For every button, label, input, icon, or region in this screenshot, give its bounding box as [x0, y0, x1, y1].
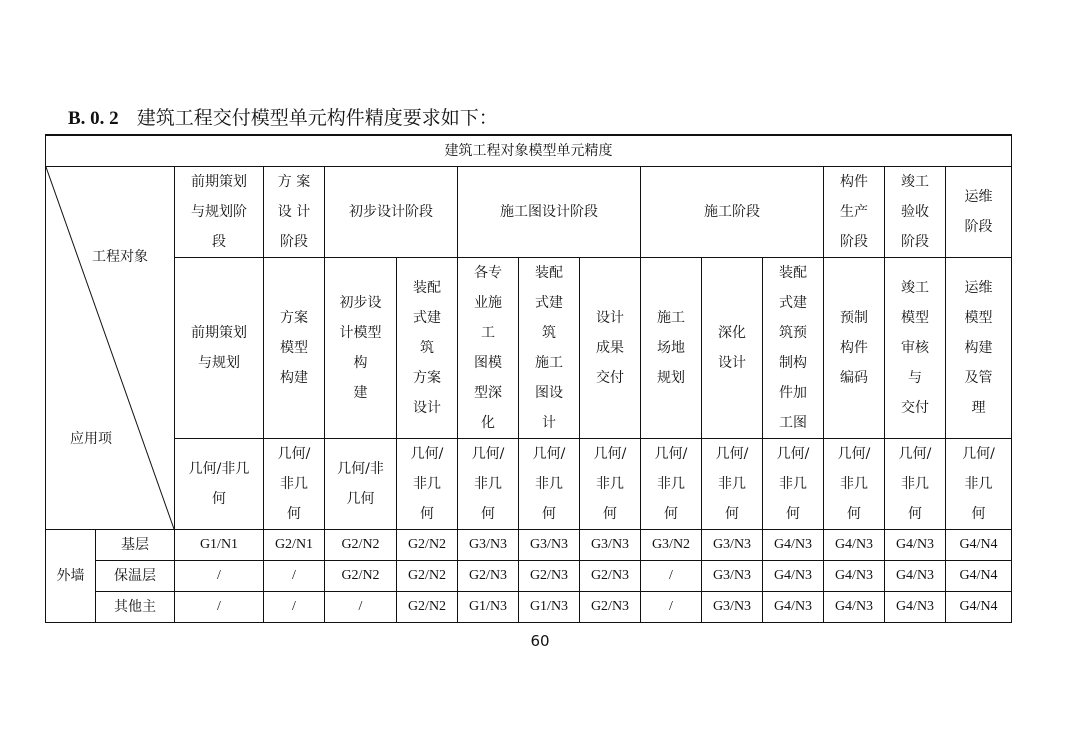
- phase-cell: 竣工 验收 阶段: [885, 167, 946, 258]
- application-item-cell: 装配 式建 筑预 制构 件加 工图: [763, 258, 824, 439]
- precision-value: G3/N3: [458, 530, 519, 561]
- component-name: 基层: [96, 530, 175, 561]
- application-item-cell: 方案 模型 构建: [264, 258, 325, 439]
- precision-value: G2/N2: [397, 592, 458, 623]
- section-number: B. 0. 2: [68, 108, 119, 129]
- info-type-cell: 几何/ 非几 何: [397, 439, 458, 530]
- precision-value: /: [175, 592, 264, 623]
- application-item-cell: 运维 模型 构建 及管 理: [946, 258, 1012, 439]
- precision-value: G2/N2: [325, 530, 397, 561]
- phase-cell: 施工阶段: [641, 167, 824, 258]
- precision-value: G3/N3: [702, 592, 763, 623]
- precision-value: G2/N2: [397, 530, 458, 561]
- precision-value: G3/N2: [641, 530, 702, 561]
- application-item-cell: 各专 业施 工 图模 型深 化: [458, 258, 519, 439]
- application-item-cell: 装配 式建 筑 施工 图设 计: [519, 258, 580, 439]
- section-title: 建筑工程交付模型单元构件精度要求如下：: [136, 107, 498, 129]
- precision-value: G4/N3: [885, 592, 946, 623]
- precision-value: G4/N3: [824, 561, 885, 592]
- info-type-cell: 几何/ 非几 何: [702, 439, 763, 530]
- phase-cell: 施工图设计阶段: [458, 167, 641, 258]
- precision-value: /: [641, 592, 702, 623]
- precision-value: G3/N3: [702, 530, 763, 561]
- section-heading: [68, 105, 498, 131]
- precision-value: /: [175, 561, 264, 592]
- corner-label-object: 工程对象: [92, 249, 148, 265]
- precision-value: G1/N3: [458, 592, 519, 623]
- precision-value: /: [264, 592, 325, 623]
- component-name: 保温层: [96, 561, 175, 592]
- phase-cell: 运维 阶段: [946, 167, 1012, 258]
- phase-cell: 前期策划 与规划阶 段: [175, 167, 264, 258]
- precision-value: /: [641, 561, 702, 592]
- precision-value: G4/N4: [946, 561, 1012, 592]
- precision-value: G4/N3: [824, 530, 885, 561]
- corner-label-application: 应用项: [70, 431, 112, 447]
- precision-value: /: [264, 561, 325, 592]
- group-label: 外墙: [46, 530, 96, 623]
- component-name: 其他主: [96, 592, 175, 623]
- phase-cell: 方 案 设 计 阶段: [264, 167, 325, 258]
- info-type-cell: 几何/ 非几 何: [641, 439, 702, 530]
- precision-value: G1/N3: [519, 592, 580, 623]
- info-type-cell: 几何/ 非几 何: [763, 439, 824, 530]
- info-type-cell: 几何/ 非几 何: [946, 439, 1012, 530]
- precision-value: G2/N3: [580, 592, 641, 623]
- info-type-cell: 几何/非 几何: [325, 439, 397, 530]
- application-item-cell: 施工 场地 规划: [641, 258, 702, 439]
- application-item-cell: 前期策划 与规划: [175, 258, 264, 439]
- info-type-cell: 几何/ 非几 何: [264, 439, 325, 530]
- application-item-cell: 预制 构件 编码: [824, 258, 885, 439]
- table-row: [46, 592, 1012, 623]
- precision-value: G1/N1: [175, 530, 264, 561]
- page-number: 60: [530, 632, 550, 650]
- precision-value: G2/N3: [580, 561, 641, 592]
- info-type-cell: 几何/ 非几 何: [519, 439, 580, 530]
- precision-value: /: [325, 592, 397, 623]
- precision-value: G2/N1: [264, 530, 325, 561]
- corner-header: [46, 167, 175, 530]
- application-item-cell: 深化 设计: [702, 258, 763, 439]
- precision-value: G3/N3: [580, 530, 641, 561]
- precision-value: G4/N3: [885, 561, 946, 592]
- precision-value: G4/N3: [763, 530, 824, 561]
- info-type-cell: 几何/非几 何: [175, 439, 264, 530]
- application-item-cell: 装配 式建 筑 方案 设计: [397, 258, 458, 439]
- info-type-cell: 几何/ 非几 何: [885, 439, 946, 530]
- precision-value: G2/N3: [519, 561, 580, 592]
- precision-value: G3/N3: [519, 530, 580, 561]
- precision-value: G4/N3: [763, 592, 824, 623]
- precision-value: G2/N2: [397, 561, 458, 592]
- info-type-cell: 几何/ 非几 何: [580, 439, 641, 530]
- application-item-cell: 设计 成果 交付: [580, 258, 641, 439]
- precision-value: G4/N3: [763, 561, 824, 592]
- info-type-cell: 几何/ 非几 何: [824, 439, 885, 530]
- application-item-cell: 初步设 计模型 构 建: [325, 258, 397, 439]
- table-row: [46, 561, 1012, 592]
- precision-value: G2/N3: [458, 561, 519, 592]
- precision-table: [45, 134, 1012, 623]
- phase-cell: 构件 生产 阶段: [824, 167, 885, 258]
- precision-value: G4/N4: [946, 592, 1012, 623]
- table-row: [46, 530, 1012, 561]
- precision-value: G3/N3: [702, 561, 763, 592]
- precision-value: G4/N3: [824, 592, 885, 623]
- precision-value: G2/N2: [325, 561, 397, 592]
- diagonal-line: [46, 167, 174, 529]
- table-title: 建筑工程对象模型单元精度: [46, 135, 1012, 167]
- precision-value: G4/N4: [946, 530, 1012, 561]
- info-type-cell: 几何/ 非几 何: [458, 439, 519, 530]
- application-item-cell: 竣工 模型 审核 与 交付: [885, 258, 946, 439]
- precision-value: G4/N3: [885, 530, 946, 561]
- phase-cell: 初步设计阶段: [325, 167, 458, 258]
